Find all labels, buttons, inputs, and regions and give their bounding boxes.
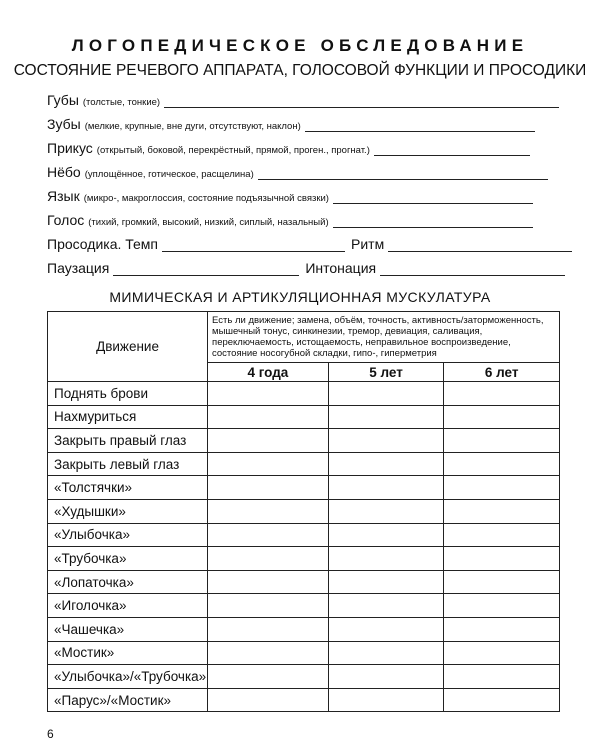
table-row: [48, 523, 560, 547]
table-row: [48, 382, 560, 406]
cell[interactable]: [328, 594, 444, 618]
field-label: Губы: [47, 92, 79, 108]
cell[interactable]: [208, 688, 329, 712]
cell[interactable]: [208, 405, 329, 429]
cell[interactable]: [444, 665, 560, 689]
cell[interactable]: [444, 405, 560, 429]
cell[interactable]: [328, 547, 444, 571]
field-label: Нёбо: [47, 164, 81, 180]
rhythm-line[interactable]: [388, 239, 572, 252]
cell[interactable]: [328, 617, 444, 641]
cell[interactable]: [444, 382, 560, 406]
fill-line[interactable]: [305, 119, 535, 132]
cell[interactable]: [208, 452, 329, 476]
fill-line[interactable]: [333, 215, 533, 228]
cell[interactable]: [208, 523, 329, 547]
cell[interactable]: [444, 499, 560, 523]
tempo-line[interactable]: [162, 239, 345, 252]
field-prosody: [47, 236, 572, 252]
pause-label: Паузация: [47, 260, 110, 276]
field-palate: [47, 164, 548, 180]
field-hint: (открытый, боковой, перекрёстный, прямой, проген., прогнат.): [96, 145, 370, 156]
pause-line[interactable]: [113, 263, 299, 276]
page-subtitle: СОСТОЯНИЕ РЕЧЕВОГО АППАРАТА, ГОЛОСОВОЙ ФУНКЦИИ И ПРОСОДИКИ: [13, 62, 587, 79]
cell[interactable]: [328, 523, 444, 547]
field-hint: (мелкие, крупные, вне дуги, отсутствуют, наклон): [84, 121, 301, 132]
cell[interactable]: [444, 429, 560, 453]
cell[interactable]: [444, 523, 560, 547]
cell[interactable]: [208, 547, 329, 571]
fill-line[interactable]: [333, 191, 533, 204]
cell[interactable]: [208, 570, 329, 594]
cell[interactable]: [208, 665, 329, 689]
cell[interactable]: [328, 688, 444, 712]
cell[interactable]: [444, 594, 560, 618]
rhythm-label: Ритм: [351, 236, 385, 252]
field-voice: [47, 212, 533, 228]
cell[interactable]: [444, 617, 560, 641]
table-row: [48, 665, 560, 689]
table-row: [48, 617, 560, 641]
cell[interactable]: [328, 476, 444, 500]
cell[interactable]: [328, 570, 444, 594]
row-label: Нахмуриться: [48, 405, 208, 429]
field-tongue: [47, 188, 533, 204]
movement-header: Движение: [48, 312, 208, 382]
page-number: 6: [47, 727, 54, 741]
table-row: [48, 476, 560, 500]
cell[interactable]: [208, 499, 329, 523]
cell[interactable]: [208, 382, 329, 406]
table-row: [48, 452, 560, 476]
cell[interactable]: [444, 452, 560, 476]
cell[interactable]: [444, 547, 560, 571]
row-label: «Парус»/«Мостик»: [48, 688, 208, 712]
table-row: [48, 594, 560, 618]
section-title: МИМИЧЕСКАЯ И АРТИКУЛЯЦИОННАЯ МУСКУЛАТУРА: [109, 289, 491, 305]
cell[interactable]: [444, 641, 560, 665]
cell[interactable]: [328, 641, 444, 665]
field-lips: [47, 92, 559, 108]
field-label: Голос: [47, 212, 85, 228]
field-hint: (толстые, тонкие): [82, 97, 161, 108]
cell[interactable]: [208, 617, 329, 641]
table-row: [48, 641, 560, 665]
row-label: «Чашечка»: [48, 617, 208, 641]
row-label: «Худышки»: [48, 499, 208, 523]
row-label: Закрыть левый глаз: [48, 452, 208, 476]
field-label: Зубы: [47, 116, 81, 132]
field-pause: [47, 260, 565, 276]
field-hint: (тихий, громкий, высокий, низкий, сиплый, назальный): [88, 217, 329, 228]
cell[interactable]: [444, 688, 560, 712]
cell[interactable]: [208, 429, 329, 453]
cell[interactable]: [328, 452, 444, 476]
row-label: «Толстячки»: [48, 476, 208, 500]
fill-line[interactable]: [374, 143, 530, 156]
cell[interactable]: [208, 476, 329, 500]
cell[interactable]: [328, 405, 444, 429]
cell[interactable]: [208, 594, 329, 618]
page-title: ЛОГОПЕДИЧЕСКОЕ ОБСЛЕДОВАНИЕ: [71, 36, 529, 55]
row-label: «Лопаточка»: [48, 570, 208, 594]
field-label: Язык: [47, 188, 80, 204]
table-row: [48, 429, 560, 453]
cell[interactable]: [444, 476, 560, 500]
cell[interactable]: [328, 382, 444, 406]
field-bite: [47, 140, 530, 156]
row-label: «Улыбочка»: [48, 523, 208, 547]
table-row: [48, 405, 560, 429]
age-header: 4 года: [208, 363, 329, 382]
field-hint: (уплощённое, готическое, расщелина): [84, 169, 254, 180]
table-row: [48, 547, 560, 571]
description-header: Есть ли движение; замена, объём, точность, активность/заторможенность, мышечный тонус, синкинезии, тремор, девиация, саливация, переключаемость, истощаемость, неправильное воспроизведение, состояние носогубной складки, гипо-, гиперметрия: [208, 312, 560, 363]
row-label: «Иголочка»: [48, 594, 208, 618]
row-label: Поднять брови: [48, 382, 208, 406]
table-row: [48, 499, 560, 523]
field-teeth: [47, 116, 535, 132]
age-header: 6 лет: [444, 363, 560, 382]
prosody-label: Просодика. Темп: [47, 236, 159, 252]
table-row: [48, 688, 560, 712]
age-header: 5 лет: [328, 363, 444, 382]
cell[interactable]: [328, 499, 444, 523]
cell[interactable]: [444, 570, 560, 594]
intonation-line[interactable]: [380, 263, 565, 276]
row-label: «Трубочка»: [48, 547, 208, 571]
row-label: «Мостик»: [48, 641, 208, 665]
field-hint: (микро-, макроглоссия, состояние подъязычной связки): [83, 193, 329, 204]
fill-line[interactable]: [164, 95, 559, 108]
table-row: [48, 570, 560, 594]
intonation-label: Интонация: [305, 260, 377, 276]
row-label: «Улыбочка»/«Трубочка»: [48, 665, 208, 689]
cell[interactable]: [328, 665, 444, 689]
cell[interactable]: [328, 429, 444, 453]
fill-line[interactable]: [258, 167, 548, 180]
cell[interactable]: [208, 641, 329, 665]
row-label: Закрыть правый глаз: [48, 429, 208, 453]
muscle-table: [47, 311, 560, 712]
field-label: Прикус: [47, 140, 93, 156]
